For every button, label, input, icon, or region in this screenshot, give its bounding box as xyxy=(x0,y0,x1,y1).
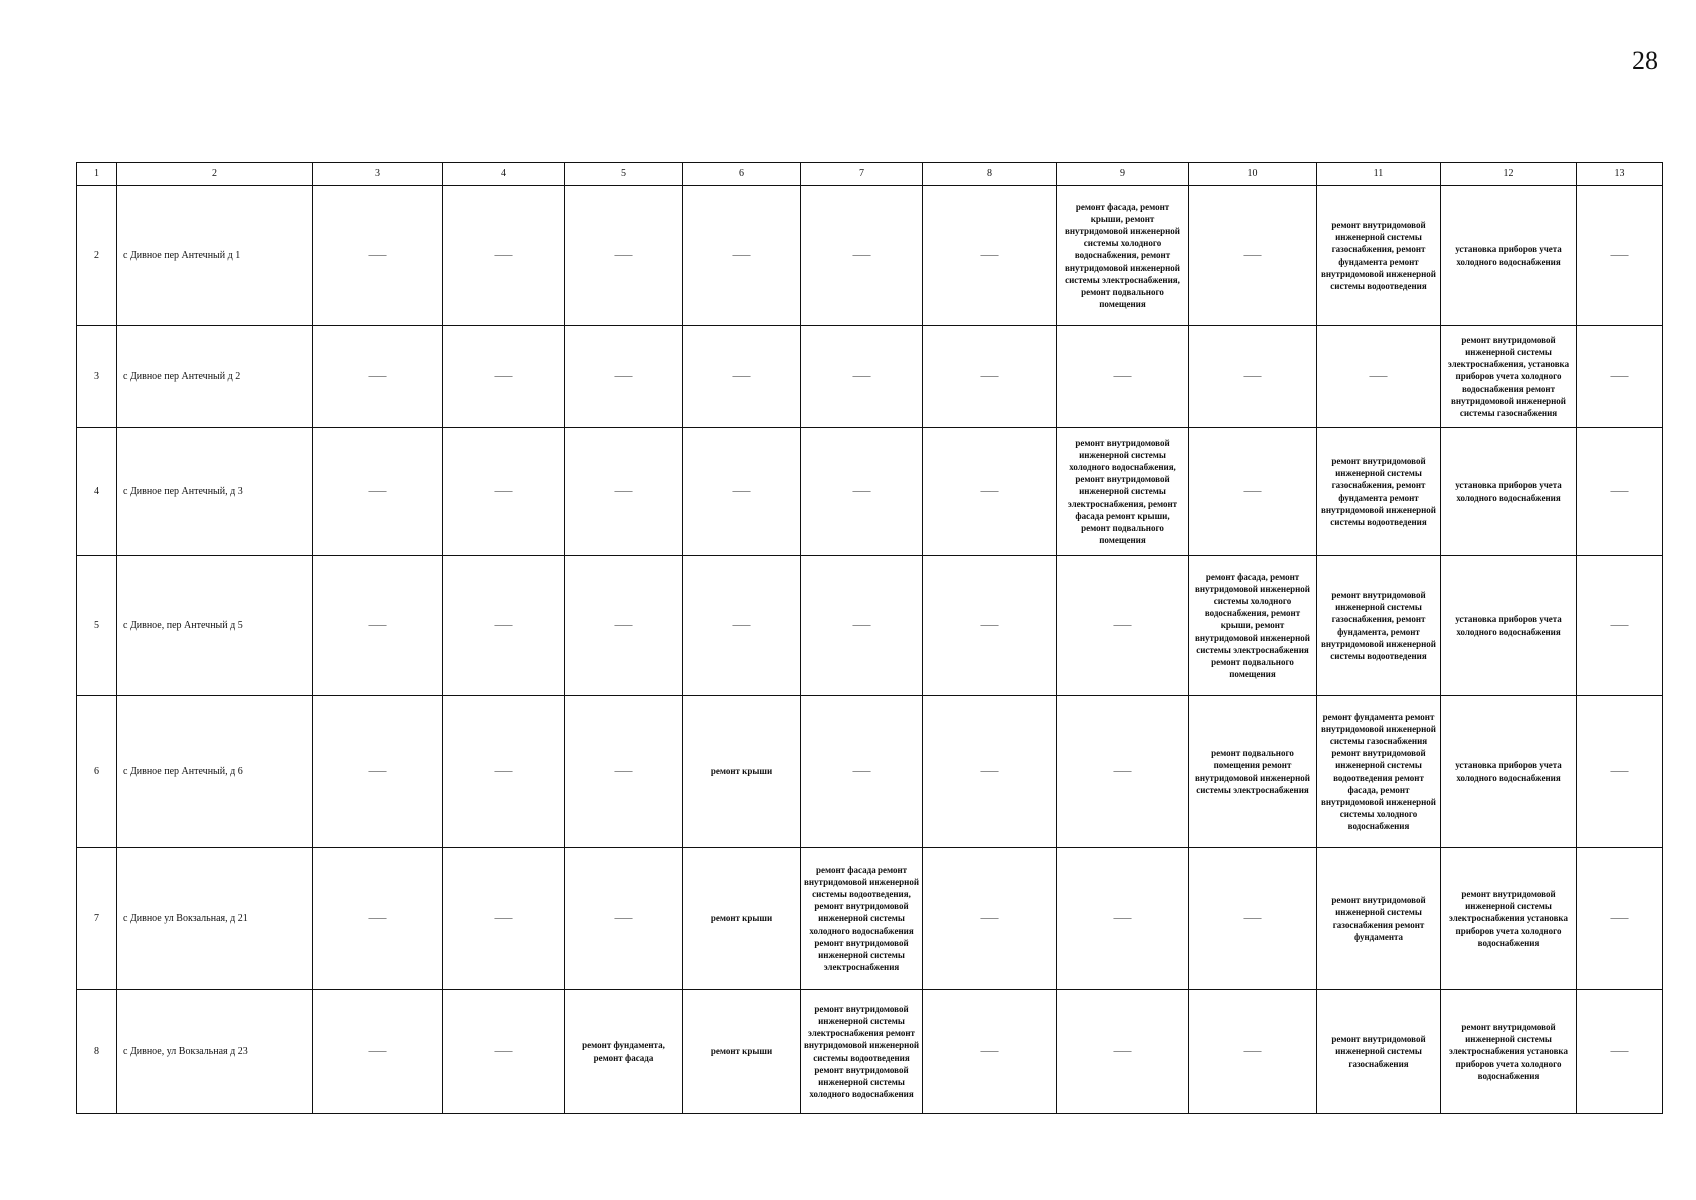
empty-dash-cell: —— xyxy=(683,186,801,326)
row-number-cell: 2 xyxy=(77,186,117,326)
row-number-cell: 3 xyxy=(77,326,117,428)
empty-dash-cell: —— xyxy=(1189,848,1317,990)
work-description-cell: ремонт внутридомовой инженерной системы электроснабжения ремонт внутридомовой инженерной системы водоотведения ремонт внутридомовой инженерной системы холодного водоснабжения xyxy=(801,990,923,1114)
empty-dash-cell: —— xyxy=(923,428,1057,556)
empty-dash-cell: —— xyxy=(313,326,443,428)
table-row xyxy=(77,990,1663,1114)
work-description-cell: ремонт внутридомовой инженерной системы электроснабжения, установка приборов учета холодного водоснабжения ремонт внутридомовой инженерной системы газоснабжения xyxy=(1441,326,1577,428)
empty-dash-cell: —— xyxy=(923,556,1057,696)
empty-dash-cell: —— xyxy=(683,556,801,696)
empty-dash-cell: —— xyxy=(1057,326,1189,428)
table-row xyxy=(77,556,1663,696)
column-header-4: 4 xyxy=(443,163,565,186)
empty-dash-cell: —— xyxy=(443,428,565,556)
work-description-cell: установка приборов учета холодного водоснабжения xyxy=(1441,428,1577,556)
empty-dash-cell: —— xyxy=(443,186,565,326)
empty-dash-cell: —— xyxy=(1317,326,1441,428)
empty-dash-cell: —— xyxy=(1189,186,1317,326)
empty-dash-cell: —— xyxy=(801,186,923,326)
empty-dash-cell: —— xyxy=(565,326,683,428)
work-description-cell: ремонт фундамента, ремонт фасада xyxy=(565,990,683,1114)
empty-dash-cell: —— xyxy=(1577,326,1663,428)
empty-dash-cell: —— xyxy=(565,848,683,990)
column-header-7: 7 xyxy=(801,163,923,186)
empty-dash-cell: —— xyxy=(1057,848,1189,990)
address-cell: с Дивное пер Антечный, д 3 xyxy=(117,428,313,556)
work-description-cell: ремонт фасада, ремонт крыши, ремонт внутридомовой инженерной системы холодного водоснабжения, ремонт внутридомовой инженерной системы электроснабжения, ремонт подвального помещения xyxy=(1057,186,1189,326)
empty-dash-cell: —— xyxy=(801,696,923,848)
empty-dash-cell: —— xyxy=(801,428,923,556)
column-header-9: 9 xyxy=(1057,163,1189,186)
empty-dash-cell: —— xyxy=(1057,696,1189,848)
table-body xyxy=(77,186,1663,1114)
empty-dash-cell: —— xyxy=(443,556,565,696)
empty-dash-cell: —— xyxy=(1189,428,1317,556)
empty-dash-cell: —— xyxy=(1577,556,1663,696)
repair-schedule-table xyxy=(76,162,1663,1114)
work-description-cell: ремонт внутридомовой инженерной системы газоснабжения, ремонт фундамента ремонт внутридомовой инженерной системы водоотведения xyxy=(1317,186,1441,326)
address-cell: с Дивное пер Антечный д 1 xyxy=(117,186,313,326)
work-description-cell: установка приборов учета холодного водоснабжения xyxy=(1441,556,1577,696)
empty-dash-cell: —— xyxy=(313,556,443,696)
address-cell: с Дивное ул Вокзальная, д 21 xyxy=(117,848,313,990)
work-description-cell: ремонт крыши xyxy=(683,848,801,990)
work-description-cell: ремонт внутридомовой инженерной системы электроснабжения установка приборов учета холодного водоснабжения xyxy=(1441,848,1577,990)
column-header-12: 12 xyxy=(1441,163,1577,186)
work-description-cell: установка приборов учета холодного водоснабжения xyxy=(1441,186,1577,326)
work-description-cell: ремонт внутридомовой инженерной системы газоснабжения xyxy=(1317,990,1441,1114)
empty-dash-cell: —— xyxy=(923,326,1057,428)
table-row xyxy=(77,848,1663,990)
empty-dash-cell: —— xyxy=(1189,990,1317,1114)
column-header-1: 1 xyxy=(77,163,117,186)
column-header-8: 8 xyxy=(923,163,1057,186)
work-description-cell: установка приборов учета холодного водоснабжения xyxy=(1441,696,1577,848)
empty-dash-cell: —— xyxy=(443,696,565,848)
empty-dash-cell: —— xyxy=(1057,556,1189,696)
page-number: 28 xyxy=(1632,46,1658,75)
table-row xyxy=(77,326,1663,428)
address-cell: с Дивное пер Антечный, д 6 xyxy=(117,696,313,848)
address-cell: с Дивное, пер Антечный д 5 xyxy=(117,556,313,696)
empty-dash-cell: —— xyxy=(801,556,923,696)
table-row xyxy=(77,428,1663,556)
row-number-cell: 8 xyxy=(77,990,117,1114)
column-header-10: 10 xyxy=(1189,163,1317,186)
column-header-13: 13 xyxy=(1577,163,1663,186)
empty-dash-cell: —— xyxy=(683,326,801,428)
empty-dash-cell: —— xyxy=(313,990,443,1114)
empty-dash-cell: —— xyxy=(801,326,923,428)
empty-dash-cell: —— xyxy=(443,990,565,1114)
empty-dash-cell: —— xyxy=(923,848,1057,990)
empty-dash-cell: —— xyxy=(1057,990,1189,1114)
empty-dash-cell: —— xyxy=(923,990,1057,1114)
empty-dash-cell: —— xyxy=(313,186,443,326)
empty-dash-cell: —— xyxy=(1577,990,1663,1114)
column-header-6: 6 xyxy=(683,163,801,186)
column-header-11: 11 xyxy=(1317,163,1441,186)
empty-dash-cell: —— xyxy=(1189,326,1317,428)
row-number-cell: 7 xyxy=(77,848,117,990)
empty-dash-cell: —— xyxy=(313,848,443,990)
work-description-cell: ремонт фасада ремонт внутридомовой инженерной системы водоотведения, ремонт внутридомовой инженерной системы холодного водоснабжения ремонт внутридомовой инженерной системы электроснабжения xyxy=(801,848,923,990)
empty-dash-cell: —— xyxy=(923,696,1057,848)
empty-dash-cell: —— xyxy=(565,186,683,326)
column-header-3: 3 xyxy=(313,163,443,186)
work-description-cell: ремонт внутридомовой инженерной системы холодного водоснабжения, ремонт внутридомовой инженерной системы электроснабжения, ремонт фасада ремонт крыши, ремонт подвального помещения xyxy=(1057,428,1189,556)
row-number-cell: 4 xyxy=(77,428,117,556)
row-number-cell: 6 xyxy=(77,696,117,848)
empty-dash-cell: —— xyxy=(1577,186,1663,326)
work-description-cell: ремонт фундамента ремонт внутридомовой инженерной системы газоснабжения ремонт внутридомовой инженерной системы водоотведения ремонт фасада, ремонт внутридомовой инженерной системы холодного водоснабжения xyxy=(1317,696,1441,848)
empty-dash-cell: —— xyxy=(443,848,565,990)
empty-dash-cell: —— xyxy=(1577,696,1663,848)
table-row xyxy=(77,186,1663,326)
empty-dash-cell: —— xyxy=(1577,428,1663,556)
empty-dash-cell: —— xyxy=(443,326,565,428)
address-cell: с Дивное пер Антечный д 2 xyxy=(117,326,313,428)
work-description-cell: ремонт внутридомовой инженерной системы газоснабжения, ремонт фундамента, ремонт внутридомовой инженерной системы водоотведения xyxy=(1317,556,1441,696)
header-row xyxy=(77,163,1663,186)
empty-dash-cell: —— xyxy=(565,428,683,556)
work-description-cell: ремонт внутридомовой инженерной системы газоснабжения ремонт фундамента xyxy=(1317,848,1441,990)
work-description-cell: ремонт внутридомовой инженерной системы электроснабжения установка приборов учета холодного водоснабжения xyxy=(1441,990,1577,1114)
empty-dash-cell: —— xyxy=(565,696,683,848)
work-description-cell: ремонт подвального помещения ремонт внутридомовой инженерной системы электроснабжения xyxy=(1189,696,1317,848)
table-row xyxy=(77,696,1663,848)
empty-dash-cell: —— xyxy=(923,186,1057,326)
row-number-cell: 5 xyxy=(77,556,117,696)
work-description-cell: ремонт крыши xyxy=(683,990,801,1114)
work-description-cell: ремонт крыши xyxy=(683,696,801,848)
work-description-cell: ремонт внутридомовой инженерной системы газоснабжения, ремонт фундамента ремонт внутридомовой инженерной системы водоотведения xyxy=(1317,428,1441,556)
column-header-5: 5 xyxy=(565,163,683,186)
empty-dash-cell: —— xyxy=(683,428,801,556)
empty-dash-cell: —— xyxy=(313,696,443,848)
column-header-2: 2 xyxy=(117,163,313,186)
work-description-cell: ремонт фасада, ремонт внутридомовой инженерной системы холодного водоснабжения, ремонт крыши, ремонт внутридомовой инженерной системы электроснабжения ремонт подвального помещения xyxy=(1189,556,1317,696)
empty-dash-cell: —— xyxy=(1577,848,1663,990)
empty-dash-cell: —— xyxy=(313,428,443,556)
empty-dash-cell: —— xyxy=(565,556,683,696)
address-cell: с Дивное, ул Вокзальная д 23 xyxy=(117,990,313,1114)
